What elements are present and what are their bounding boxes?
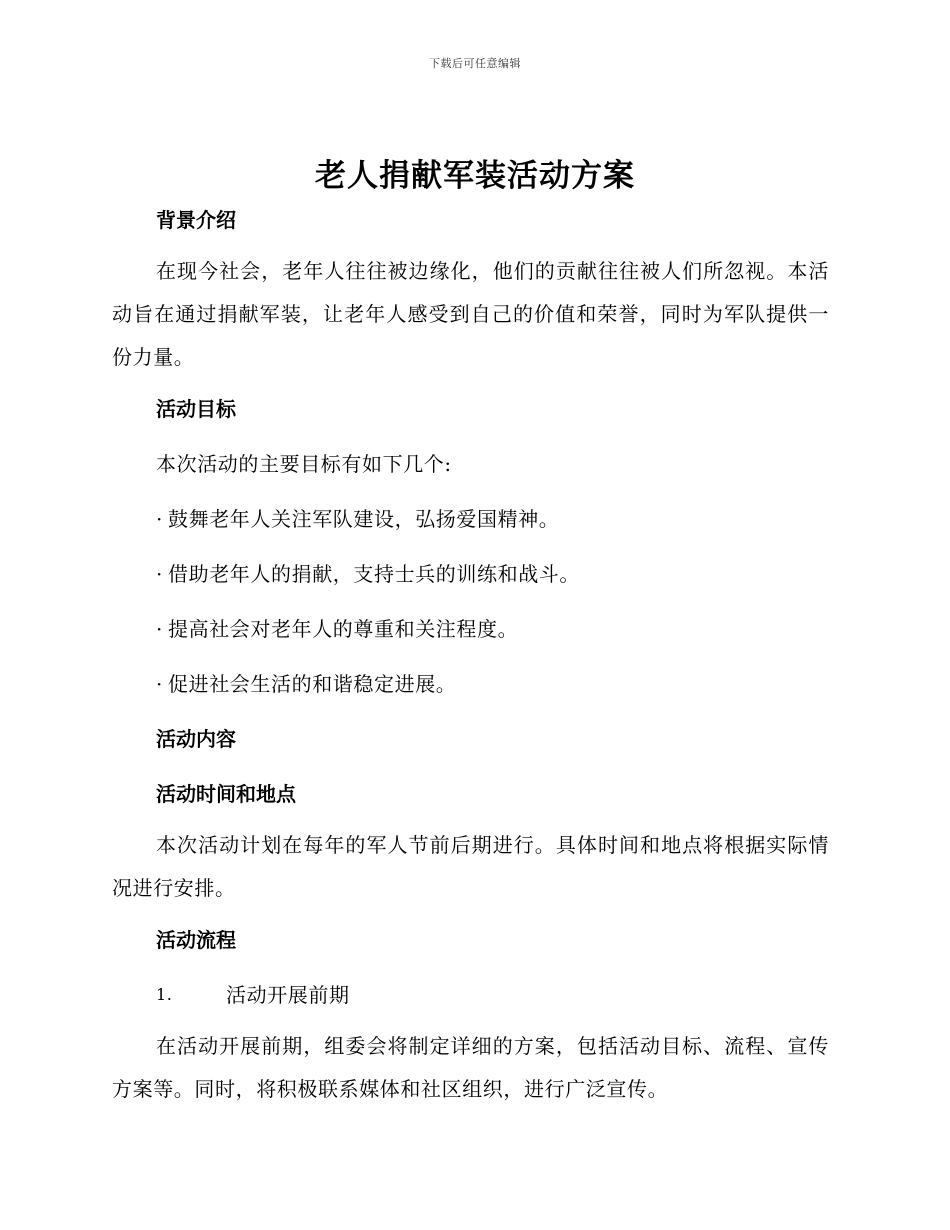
section-heading-content: 活动内容 (156, 727, 236, 751)
section-heading-background: 背景介绍 (156, 208, 236, 232)
section-heading-goals: 活动目标 (156, 397, 236, 421)
goal-item-text: 鼓舞老年人关注军队建设，弘扬爱国精神。 (168, 507, 560, 531)
bullet-icon: · (156, 672, 163, 696)
goal-item (112, 611, 829, 647)
document-title: 老人捐献军装活动方案 (315, 158, 635, 194)
bullet-icon: · (156, 507, 163, 531)
background-paragraph: 在现今社会，老年人往往被边缘化，他们的贡献往往被人们所忽视。本活动旨在通过捐献军装，让老年人感受到自己的价值和荣誉，同时为军队提供一份力量。 (112, 259, 829, 369)
goal-item-text: 借助老年人的捐献，支持士兵的训练和战斗。 (168, 562, 580, 586)
goal-item (112, 501, 829, 537)
goals-intro: 本次活动的主要目标有如下几个: (156, 452, 452, 476)
bullet-icon: · (156, 562, 163, 586)
section-heading-time-place: 活动时间和地点 (156, 782, 296, 806)
header-note: 下载后可任意编辑 (429, 57, 521, 70)
process-step-1 (112, 977, 829, 1013)
step-label: 活动开展前期 (226, 983, 350, 1007)
time-place-paragraph: 本次活动计划在每年的军人节前后期进行。具体时间和地点将根据实际情况进行安排。 (112, 833, 829, 900)
document-body (112, 202, 829, 1111)
goal-item (112, 556, 829, 592)
step-1-paragraph: 在活动开展前期，组委会将制定详细的方案，包括活动目标、流程、宣传方案等。同时，将积极联系媒体和社区组织，进行广泛宣传。 (112, 1034, 829, 1101)
goal-item-text: 提高社会对老年人的尊重和关注程度。 (168, 617, 519, 641)
goal-item-text: 促进社会生活的和谐稳定进展。 (168, 672, 457, 696)
goal-item (112, 666, 829, 702)
bullet-icon: · (156, 617, 163, 641)
step-number: 1. (156, 985, 173, 1004)
section-heading-process: 活动流程 (156, 928, 236, 952)
